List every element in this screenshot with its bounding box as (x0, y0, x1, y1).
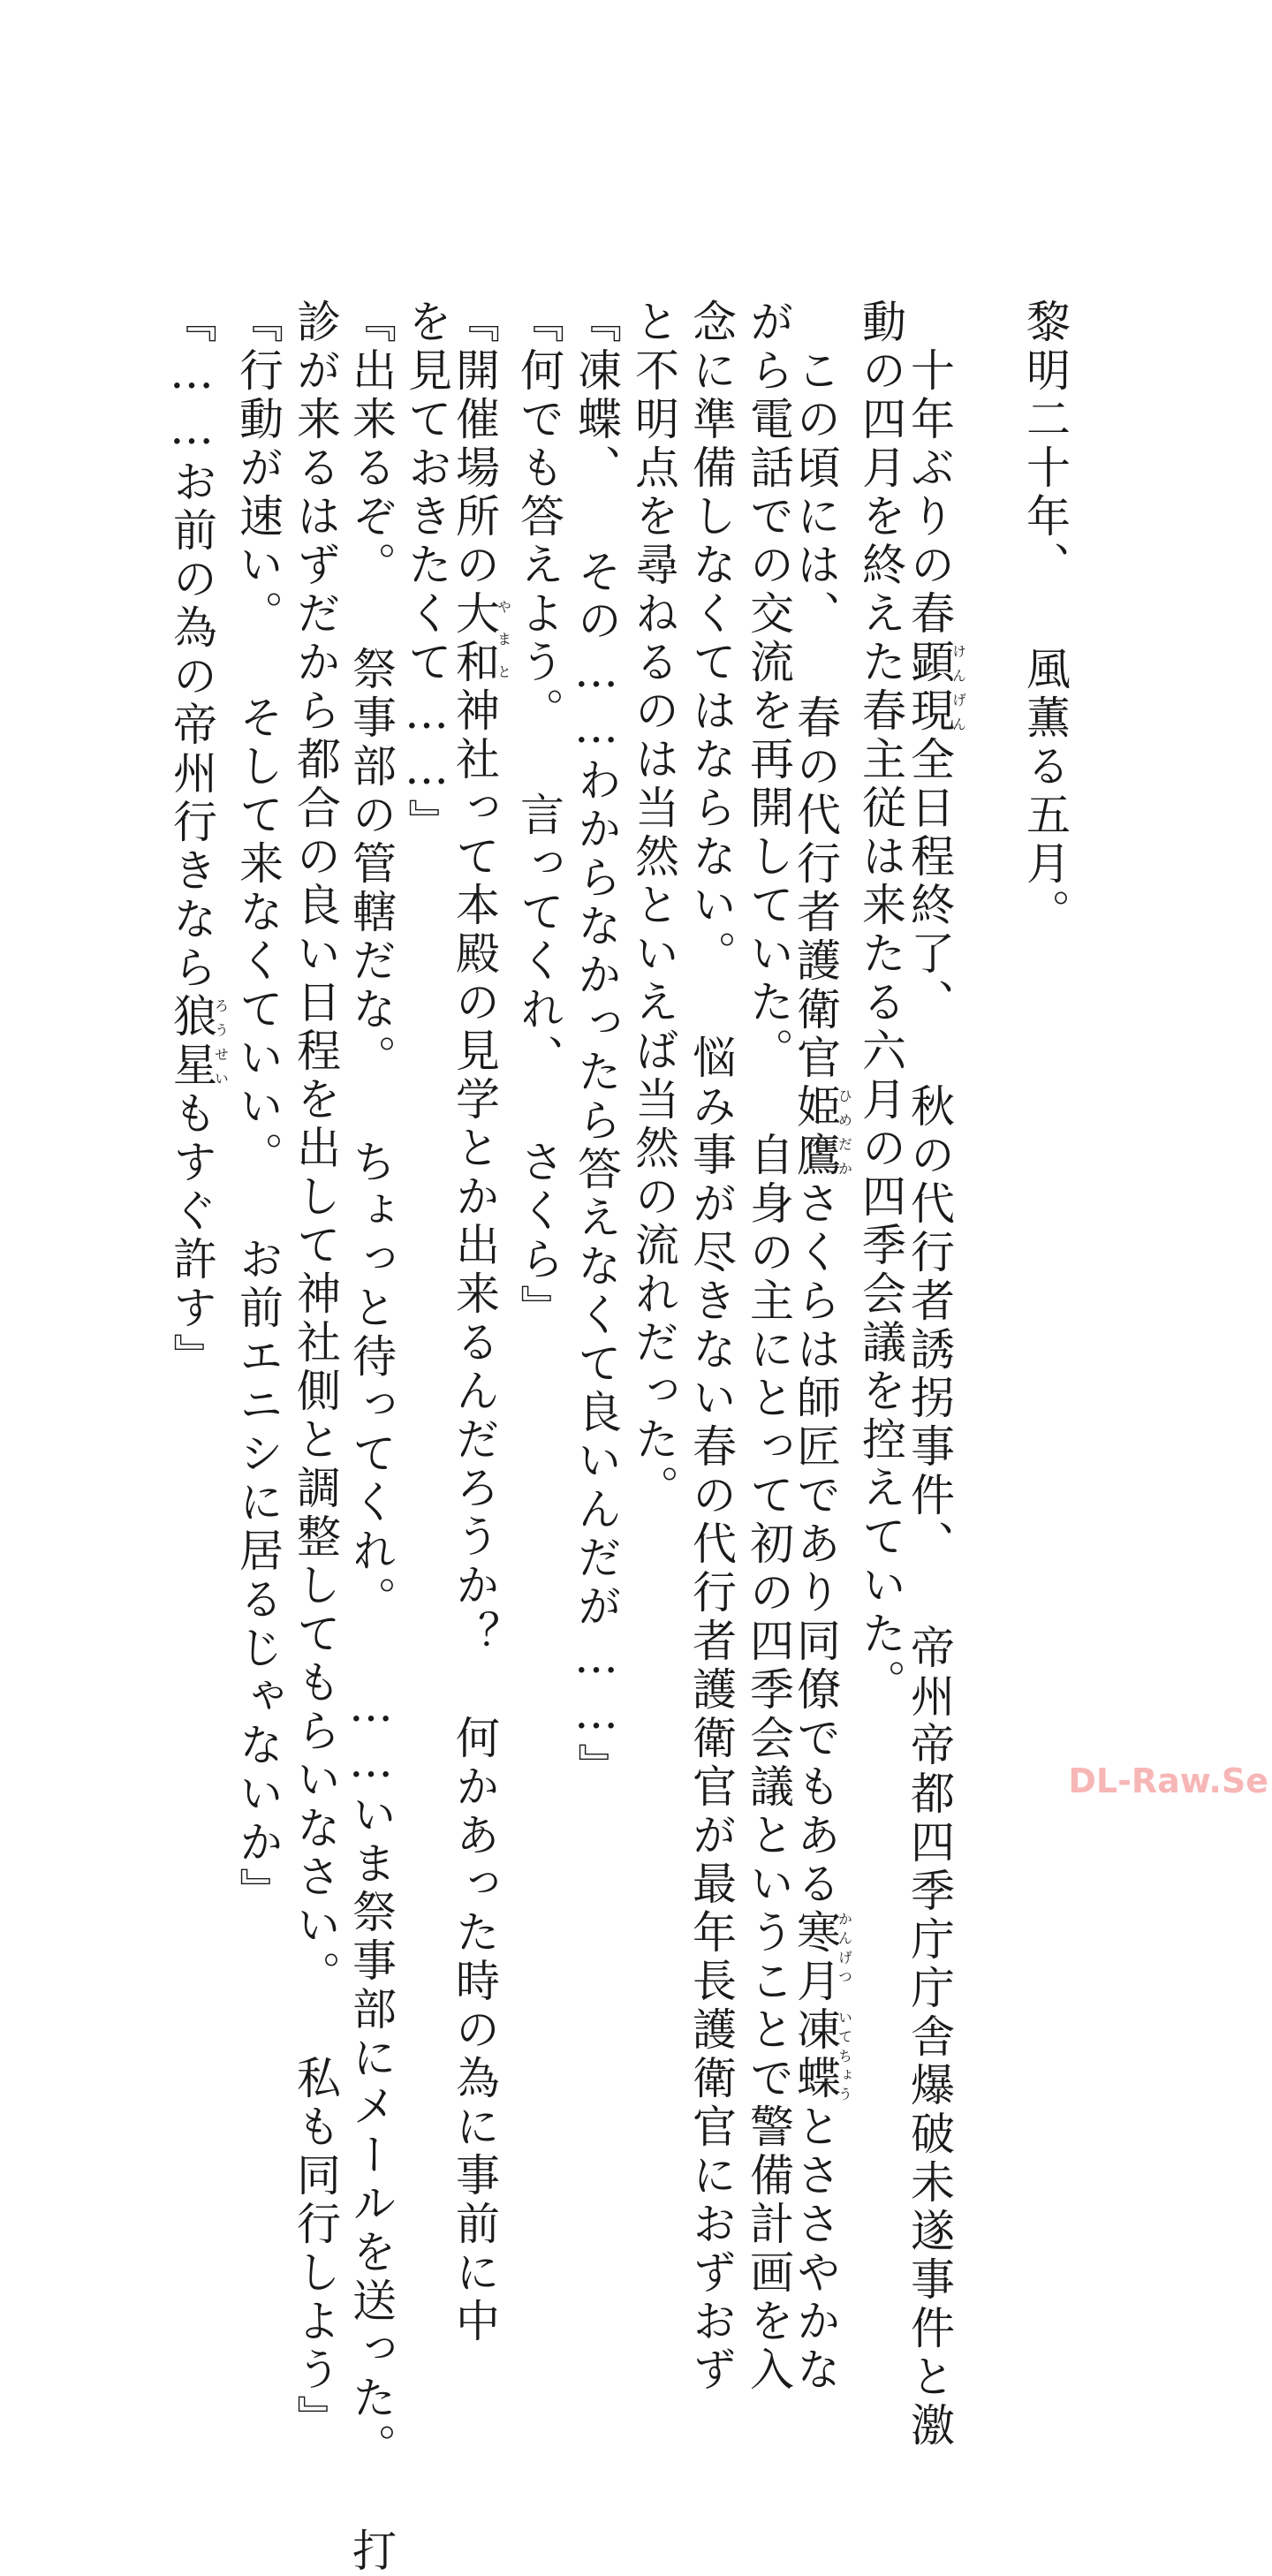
dialogue-line-4-cont (289, 299, 342, 2443)
dialogue-line-3 (449, 299, 512, 2346)
ruby-kangetsu-itecho: 寒月凍蝶かんげつ いてちょう (790, 1909, 853, 2103)
line-text: 神社って本殿の見学とか出来るんだろうか？ 何かあった時の為に事前に中 (449, 687, 500, 2346)
ruby-himedaka: 姫鷹ひめだか (790, 1083, 853, 1180)
line-text: 『開催場所の (449, 299, 500, 590)
heading-text: 黎明二十年、 風薫る五月。 (1019, 299, 1071, 937)
paragraph-line-5 (685, 299, 738, 2395)
ruby-rousei: 狼星ろうせい (166, 993, 230, 1090)
line-text: 動の四月を終えた春主従は来たる六月の四季会議を控えていた。 (855, 299, 906, 1708)
line-text: 十年ぶりの春 (904, 347, 955, 639)
line-text: 『凍蝶、 その……わからなかったら答えなくて良いんだが……』 (571, 299, 622, 1792)
dialogue-line-3-cont (400, 299, 453, 847)
dialogue-line-5 (231, 299, 284, 1916)
line-text: 念に準備しなくてはならない。 悩み事が尽きない春の代行者護衛官が最年長護衛官におずおず (685, 299, 737, 2395)
line-text: 全日程終了、 秋の代行者誘拐事件、 帝州帝都四季庁庁舎爆破未遂事件と激 (904, 736, 955, 2451)
dialogue-line-6 (166, 299, 230, 1382)
line-text: さくらは師匠であり同僚でもある (790, 1180, 841, 1909)
line-text: 『行動が速い。 そして来なくていい。 お前エニシに居るじゃないか』 (232, 299, 284, 1916)
paragraph-line-6 (627, 299, 680, 1513)
line-text: とささやかな (790, 2103, 841, 2395)
ruby-yamato: 大和やまと (449, 590, 512, 687)
line-text: 『出来るぞ。 祭事部の管轄だな。 ちょっと待ってくれ。 ……いま祭事部にメールを送った。 打 (345, 299, 397, 2576)
line-text: 『何でも答えよう。 言ってくれ、 さくら』 (513, 299, 564, 1333)
line-text: もすぐ許す』 (166, 1090, 217, 1382)
dialogue-line-4 (344, 299, 398, 2576)
watermark: DL-Raw.Se (1068, 1762, 1268, 1800)
line-text: 診が来るはずだから都合の良い日程を出して神社側と調整してもらいなさい。 私も同行しよう』 (290, 299, 341, 2443)
paragraph-line-3 (790, 347, 853, 2395)
paragraph-line-2 (854, 299, 907, 1708)
line-text: と不明点を尋ねるのは当然といえば当然の流れだった。 (628, 299, 679, 1513)
chapter-heading (1018, 299, 1071, 937)
dialogue-line-1 (570, 299, 623, 1792)
line-text: 『……お前の為の帝州行きなら (166, 299, 217, 993)
line-text: がら電話での交流を再開していた。 自身の主にとって初の四季会議ということで警備計画を入 (743, 299, 794, 2395)
ruby-kengen: 顕現けんげん (904, 639, 967, 736)
dialogue-line-2 (512, 299, 565, 1333)
line-text: を見ておきたくて……』 (401, 299, 452, 847)
paragraph-line-4 (742, 299, 795, 2395)
paragraph-line-1 (904, 347, 967, 2451)
line-text: この頃には、 春の代行者護衛官 (790, 347, 841, 1083)
